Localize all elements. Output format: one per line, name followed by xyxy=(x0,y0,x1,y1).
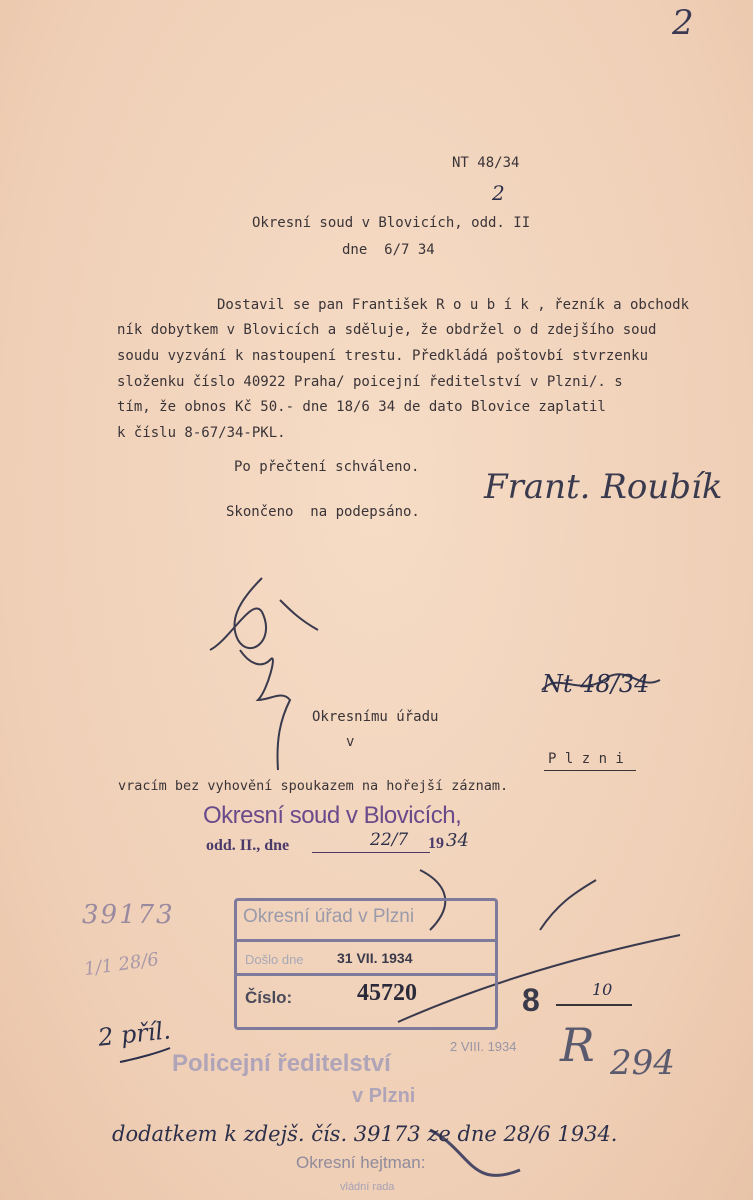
address-city: P l z n i xyxy=(548,751,624,767)
reference-mark: 2 xyxy=(492,181,505,205)
office-stamp-number: 45720 xyxy=(357,980,417,1006)
approval-note: Po přečtení schváleno. xyxy=(234,459,420,475)
police-stamp-line2: v Plzni xyxy=(352,1085,416,1107)
body-line: soudu vyzvání k nastoupení trestu. Předkládá poštovbí stvrzenku xyxy=(117,348,649,364)
return-note: vracím bez vyhovění spoukazem na hořejší záznam. xyxy=(118,778,509,794)
office-stamp xyxy=(234,898,498,1030)
address-office: Okresnímu úřadu xyxy=(312,709,439,725)
body-line: tím, že obnos Kč 50.- dne 18/6 34 de dato Blovice zaplatil xyxy=(117,399,606,415)
court-stamp-dept: odd. II., dne xyxy=(206,837,290,854)
body-line: ník dobytkem v Blovicích a sděluje, že obdržel o d zdejšího soud xyxy=(117,322,657,338)
office-stamp-received-date: 31 VII. 1934 xyxy=(337,950,413,966)
document-date: dne 6/7 34 xyxy=(342,242,435,258)
court-stamp-year-prefix: 19 xyxy=(428,835,444,852)
margin-note-sub: 1/1 28/6 xyxy=(82,948,161,981)
police-stamp-line1: Policejní ředitelství xyxy=(172,1050,391,1077)
signature: Frant. Roubík xyxy=(484,467,723,507)
footer-note: dodatkem k zdejš. čís. 39173 ze dne 28/6 1934. xyxy=(112,1122,618,1146)
body-line: k číslu 8-67/34-PKL. xyxy=(117,425,286,441)
governor-stamp-line1: Okresní hejtman: xyxy=(296,1153,426,1172)
closing-note: Skončeno na podepsáno. xyxy=(226,504,420,520)
court-stamp-date: 22/7 xyxy=(370,830,409,850)
file-mark-letter: R xyxy=(560,1018,595,1072)
office-stamp-number-label: Číslo: xyxy=(245,988,293,1007)
court-stamp-date-line xyxy=(312,852,430,853)
file-mark-sub: 10 xyxy=(592,980,613,999)
body-line: složenku číslo 40922 Praha/ poicejní ředitelství v Plzni/. s xyxy=(117,374,623,390)
office-stamp-title: Okresní úřad v Plzni xyxy=(243,906,415,927)
police-stamp-date: 2 VIII. 1934 xyxy=(450,1039,517,1054)
file-mark-line xyxy=(556,1004,632,1006)
handwritten-reference: Nt 48/34 xyxy=(542,670,650,698)
body-line: Dostavil se pan František R o u b í k , řezník a obchodk xyxy=(217,297,690,313)
court-stamp-year-suffix: 34 xyxy=(446,830,469,851)
file-mark: 8 xyxy=(522,982,540,1018)
office-stamp-divider xyxy=(237,939,495,942)
office-stamp-received-label: Došlo dne xyxy=(245,952,304,967)
governor-stamp-line2: vládní rada xyxy=(340,1181,395,1193)
attachments-note: 2 příl. xyxy=(96,1016,172,1052)
file-mark-number: 294 xyxy=(610,1043,675,1083)
court-heading: Okresní soud v Blovicích, odd. II xyxy=(252,215,531,231)
address-in: v xyxy=(346,734,355,750)
office-stamp-divider-2 xyxy=(237,973,495,976)
page-number: 2 xyxy=(672,3,694,43)
court-stamp-name: Okresní soud v Blovicích, xyxy=(203,802,462,829)
margin-note-number: 39173 xyxy=(82,900,175,930)
reference-number: NT 48/34 xyxy=(452,155,520,171)
city-underline xyxy=(544,770,636,771)
